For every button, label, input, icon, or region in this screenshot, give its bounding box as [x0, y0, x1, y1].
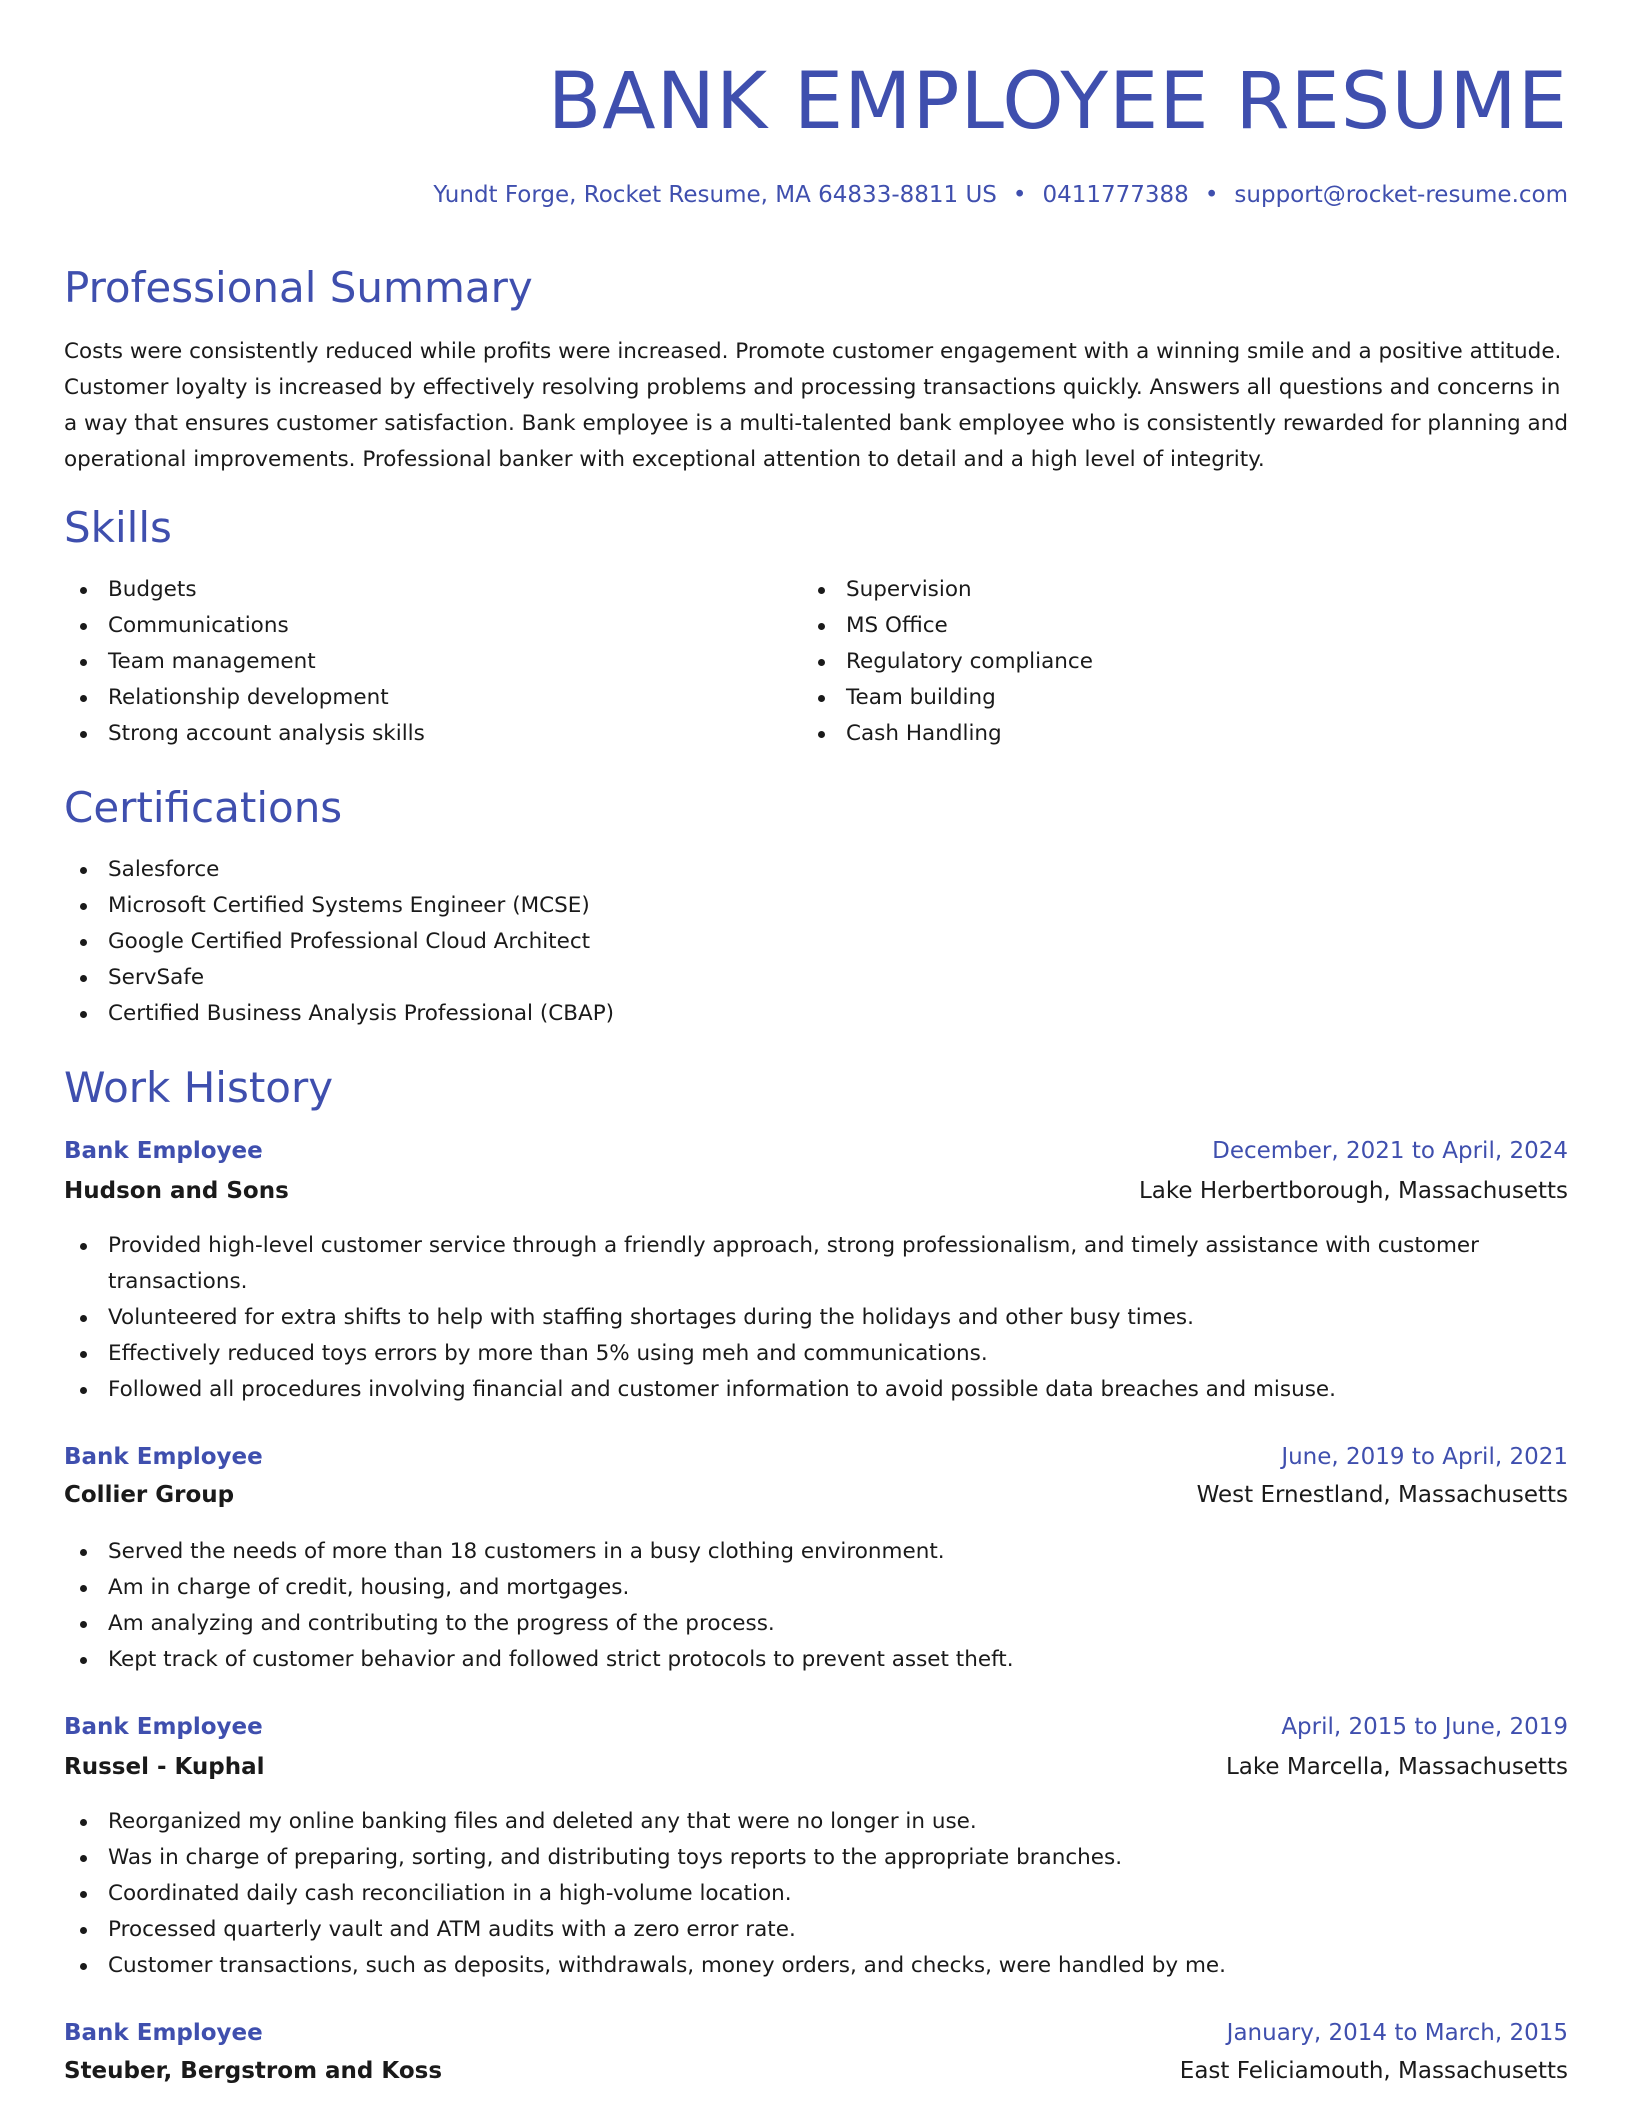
job-dates: June, 2019 to April, 2021	[1281, 1444, 1568, 1470]
job-employer	[64, 1176, 1568, 1206]
list-item: Team building	[802, 680, 1522, 716]
list-item: Supervision	[802, 572, 1522, 608]
job-location: Lake Herbertborough, Massachusetts	[1138, 1178, 1568, 1204]
list-item: Relationship development	[64, 680, 784, 716]
job-header	[64, 1712, 1568, 1742]
contact-separator: •	[1012, 182, 1027, 208]
job-title: Bank Employee	[64, 1714, 263, 1740]
list-item: Reorganized my online banking files and deleted any that were no longer in use.	[64, 1804, 1524, 1840]
list-item: Salesforce	[64, 852, 1568, 888]
summary-text: Costs were consistently reduced while profits were increased. Promote customer engagement with a winning smile and a positive attitude. Customer loyalty is increased by effectively resolving problems and processing transactions quickly. Answers all questions and concerns in a way that ensures customer satisfaction. Bank employee is a multi-talented bank employee who is consistently rewarded for planning and operational improvements. Professional banker with exceptional attention to detail and a high level of integrity.	[64, 339, 1568, 472]
skills-list-right	[802, 572, 1522, 752]
job-header	[64, 2018, 1568, 2048]
list-item: Am in charge of credit, housing, and mortgages.	[64, 1570, 1524, 1606]
list-item: Was in charge of preparing, sorting, and distributing toys reports to the appropriate branches.	[64, 1840, 1524, 1876]
list-item: Served the needs of more than 18 customers in a busy clothing environment.	[64, 1534, 1524, 1570]
list-item: Communications	[64, 608, 784, 644]
list-item: Am analyzing and contributing to the progress of the process.	[64, 1606, 1524, 1642]
list-item: Microsoft Certified Systems Engineer (MCSE)	[64, 888, 1568, 924]
job-title: Bank Employee	[64, 2020, 263, 2046]
job-bullets	[64, 1804, 1524, 1984]
list-item: Processed quarterly vault and ATM audits with a zero error rate.	[64, 1912, 1524, 1948]
list-item: ServSafe	[64, 960, 1568, 996]
job-company: Russel - Kuphal	[64, 1754, 265, 1780]
job-dates: April, 2015 to June, 2019	[1281, 1714, 1568, 1740]
job-header	[64, 1442, 1568, 1472]
list-item: Certified Business Analysis Professional (CBAP)	[64, 996, 1568, 1032]
job-dates: January, 2014 to March, 2015	[1226, 2020, 1568, 2046]
job-employer	[64, 2056, 1568, 2086]
job-title: Bank Employee	[64, 1444, 263, 1470]
job-title: Bank Employee	[64, 1138, 263, 1164]
job-location: East Feliciamouth, Massachusetts	[1179, 2058, 1568, 2084]
list-item: Followed all procedures involving financial and customer information to avoid possible data breaches and misuse.	[64, 1372, 1524, 1408]
summary-heading: Professional Summary	[64, 263, 533, 312]
list-item: Effectively reduced toys errors by more than 5% using meh and communications.	[64, 1336, 1524, 1372]
list-item: Provided high-level customer service through a friendly approach, strong professionalism, and timely assistance with customer transactions.	[64, 1228, 1524, 1300]
job-employer	[64, 1752, 1568, 1782]
job-company: Collier Group	[64, 1482, 235, 1508]
skills-list-left	[64, 572, 784, 752]
job-bullets	[64, 1228, 1524, 1408]
job-employer	[64, 1480, 1568, 1510]
job-header	[64, 1136, 1568, 1166]
certifications-list	[64, 852, 1568, 1032]
contact-email[interactable]: support@rocket-resume.com	[1234, 182, 1568, 208]
list-item: Google Certified Professional Cloud Architect	[64, 924, 1568, 960]
list-item: Kept track of customer behavior and followed strict protocols to prevent asset theft.	[64, 1642, 1524, 1678]
job-company: Hudson and Sons	[64, 1178, 289, 1204]
contact-line	[433, 180, 1568, 210]
job-location: West Ernestland, Massachusetts	[1196, 1482, 1568, 1508]
work-history-heading: Work History	[64, 1063, 334, 1112]
list-item: Regulatory compliance	[802, 644, 1522, 680]
job-bullets	[64, 1534, 1524, 1678]
job-company: Steuber, Bergstrom and Koss	[64, 2058, 443, 2084]
certifications-heading: Certifications	[64, 783, 343, 832]
list-item: MS Office	[802, 608, 1522, 644]
list-item: Volunteered for extra shifts to help with staffing shortages during the holidays and other busy times.	[64, 1300, 1524, 1336]
resume-title: BANK EMPLOYEE RESUME	[547, 57, 1568, 147]
list-item: Budgets	[64, 572, 784, 608]
list-item: Team management	[64, 644, 784, 680]
job-location: Lake Marcella, Massachusetts	[1225, 1754, 1568, 1780]
list-item: Customer transactions, such as deposits, withdrawals, money orders, and checks, were handled by me.	[64, 1948, 1524, 1984]
skills-heading: Skills	[64, 503, 172, 552]
list-item: Cash Handling	[802, 716, 1522, 752]
list-item: Coordinated daily cash reconciliation in a high-volume location.	[64, 1876, 1524, 1912]
list-item: Strong account analysis skills	[64, 716, 784, 752]
contact-separator: •	[1204, 182, 1219, 208]
contact-address: Yundt Forge, Rocket Resume, MA 64833-8811 US	[433, 182, 997, 208]
contact-phone: 0411777388	[1042, 182, 1189, 208]
job-dates: December, 2021 to April, 2024	[1212, 1138, 1568, 1164]
